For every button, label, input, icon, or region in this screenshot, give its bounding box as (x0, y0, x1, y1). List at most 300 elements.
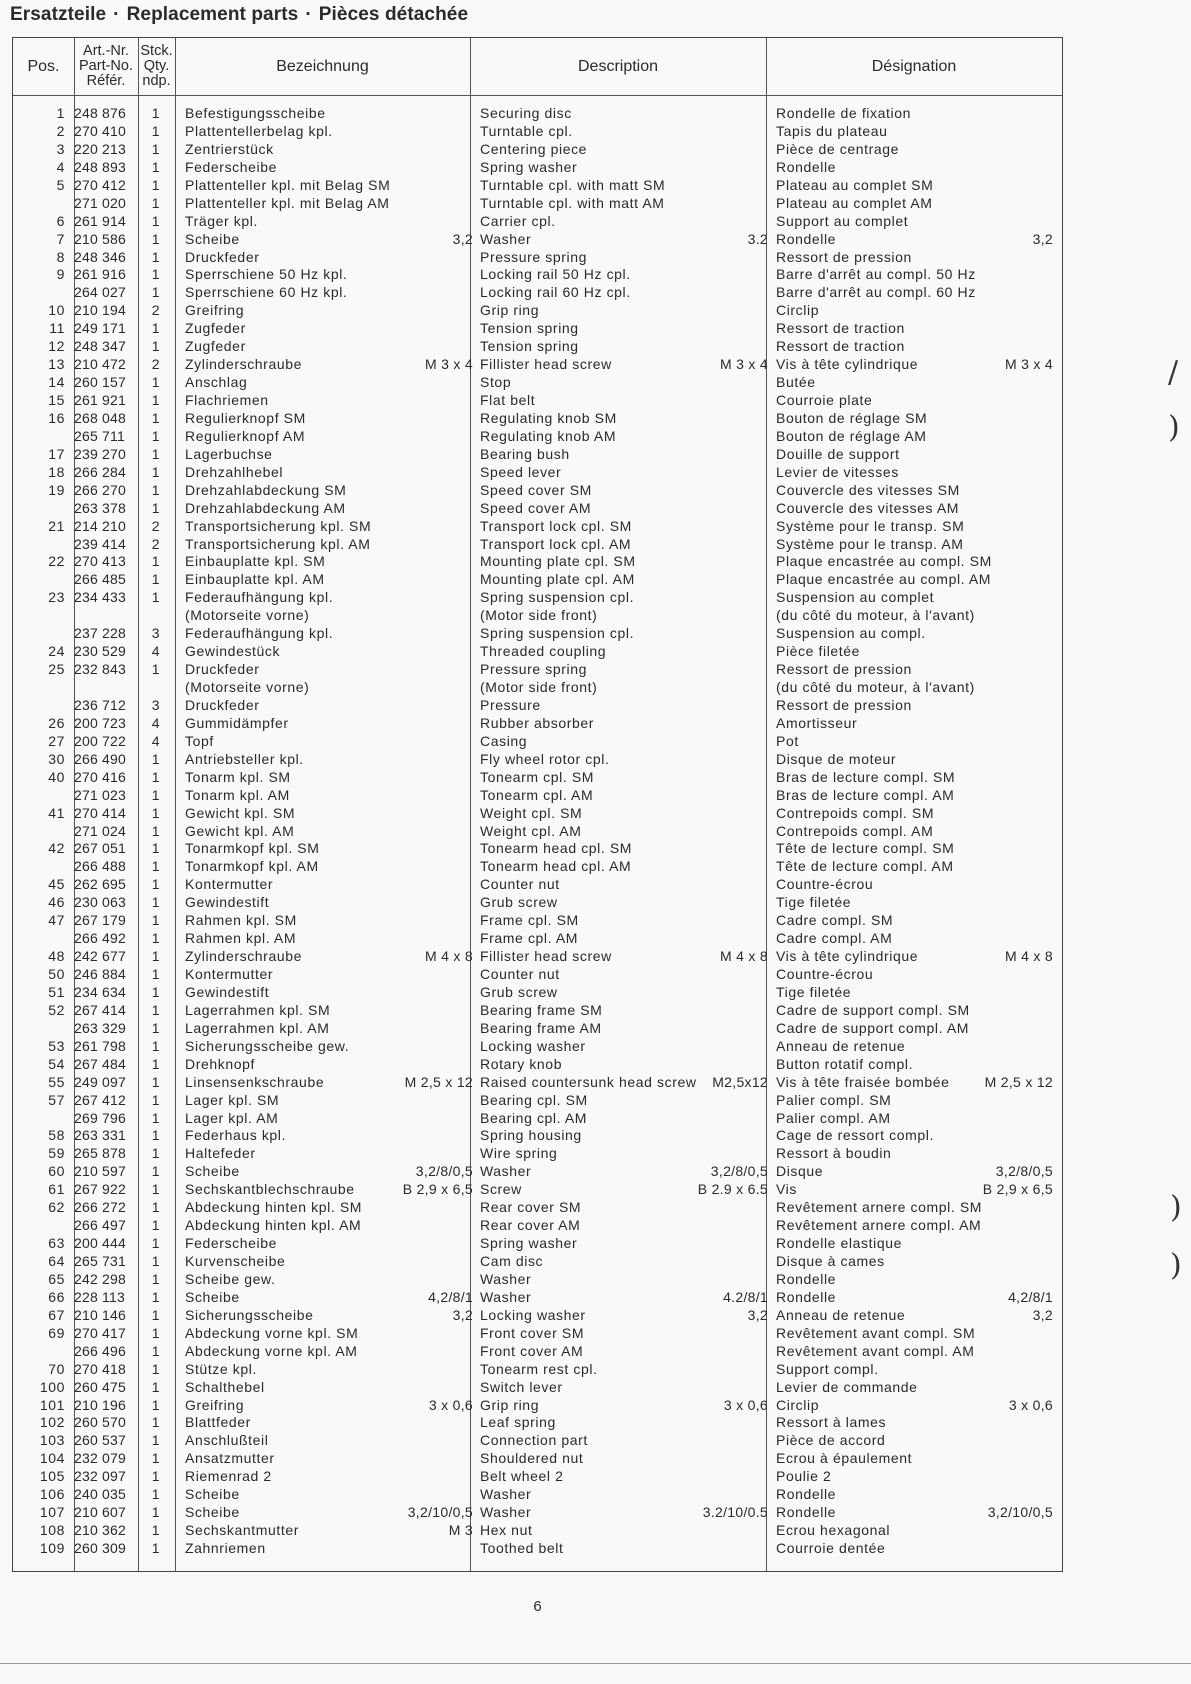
row-pos: 15 (48, 392, 65, 408)
row-designation: Ressort de traction (776, 320, 905, 337)
table-row (13, 427, 1062, 445)
row-part-number: 249 097 (74, 1073, 127, 1090)
row-quantity: 1 (151, 338, 161, 355)
row-part-number: 261 921 (74, 392, 127, 408)
row-designation: Poulie 2 (776, 1468, 832, 1485)
table-row (13, 750, 1062, 768)
row-bezeichnung: Linsensenkschraube (185, 1073, 325, 1090)
row-bezeichnung: Tonarm kpl. SM (185, 768, 291, 785)
row-bezeichnung: Greifring (185, 302, 245, 319)
table-row (13, 983, 1062, 1001)
row-bezeichnung: Einbauplatte kpl. SM (185, 553, 326, 570)
row-designation: Vis à tête cylindrique (776, 356, 919, 373)
row-designation: Système pour le transp. SM (776, 517, 965, 534)
row-part-number: 266 490 (74, 750, 127, 767)
row-quantity: 1 (151, 1378, 161, 1395)
table-row (13, 1144, 1062, 1162)
row-bezeichnung: Scheibe (185, 230, 240, 247)
row-bezeichnung: Regulierknopf AM (185, 427, 306, 444)
row-pos: 12 (48, 338, 65, 355)
row-bezeichnung: Scheibe (185, 1504, 240, 1521)
row-designation: Cage de ressort compl. (776, 1127, 934, 1144)
row-part-number: 266 488 (74, 858, 127, 875)
table-row (13, 373, 1062, 391)
row-part-number: 266 492 (74, 930, 127, 947)
row-bezeichnung: Federscheibe (185, 158, 278, 175)
row-description: Tonearm cpl. AM (480, 786, 594, 803)
row-description: Tonearm head cpl. SM (480, 840, 633, 857)
table-row (13, 1055, 1062, 1073)
row-part-number: 270 413 (74, 553, 127, 570)
row-quantity: 1 (151, 589, 161, 606)
row-designation: Plaque encastrée au compl. SM (776, 553, 992, 570)
row-part-number: 200 444 (74, 1235, 127, 1252)
row-dimension-en: 3.2 (747, 230, 768, 247)
row-quantity: 1 (151, 409, 161, 426)
row-quantity: 1 (151, 1127, 161, 1144)
page-number: 6 (533, 1598, 542, 1615)
row-designation: Revêtement arnere compl. SM (776, 1199, 983, 1216)
table-row (13, 140, 1062, 158)
row-description: Washer (480, 1486, 532, 1503)
row-designation: Vis à tête fraisée bombée (776, 1073, 950, 1090)
row-part-number: 266 496 (74, 1342, 127, 1359)
row-bezeichnung: Lager kpl. SM (185, 1091, 280, 1108)
row-bezeichnung: Scheibe gew. (185, 1270, 276, 1287)
row-quantity: 1 (151, 858, 161, 875)
row-quantity: 1 (151, 786, 161, 803)
row-pos: 64 (48, 1253, 65, 1269)
row-designation: Vis à tête cylindrique (776, 948, 919, 965)
row-dimension-de: M 3 x 4 (424, 356, 473, 373)
table-row (13, 1539, 1062, 1557)
row-description: Mounting plate cpl. AM (480, 571, 635, 588)
row-quantity: 1 (151, 822, 161, 839)
row-quantity: 3 (151, 696, 161, 713)
row-designation: Revêtement avant compl. AM (776, 1342, 975, 1359)
row-quantity: 4 (151, 714, 161, 731)
row-quantity: 1 (151, 481, 161, 498)
row-part-number: 214 210 (74, 517, 127, 534)
row-description: Pressure spring (480, 661, 588, 678)
row-quantity: 1 (151, 1235, 161, 1252)
row-designation: Palier compl. AM (776, 1109, 891, 1126)
header-qty-line: ndp. (142, 73, 171, 89)
row-bezeichnung: Druckfeder (185, 696, 260, 713)
row-quantity: 1 (151, 1145, 161, 1162)
row-pos: 25 (48, 661, 65, 678)
row-quantity: 1 (151, 912, 161, 929)
row-quantity: 1 (151, 894, 161, 911)
table-row (13, 104, 1062, 122)
row-part-number: 267 179 (74, 912, 127, 929)
row-designation: Tête de lecture compl. AM (776, 858, 954, 875)
table-row (13, 1126, 1062, 1144)
row-quantity: 4 (151, 643, 161, 660)
row-part-number: 200 722 (74, 732, 127, 749)
row-description: Stop (480, 374, 512, 391)
row-pos: 17 (48, 445, 65, 462)
row-quantity: 1 (151, 320, 161, 337)
row-quantity: 1 (151, 463, 161, 480)
header-description: Description (577, 57, 659, 75)
header-art-line: Art.-Nr. (83, 43, 129, 59)
table-row (13, 1431, 1062, 1449)
row-pos: 52 (48, 1001, 65, 1018)
row-pos: 57 (48, 1091, 65, 1108)
row-bezeichnung: Transportsicherung kpl. SM (185, 517, 372, 534)
row-quantity: 1 (151, 948, 161, 965)
row-description: Carrier cpl. (480, 212, 556, 229)
row-bezeichnung: Rahmen kpl. AM (185, 930, 297, 947)
row-pos: 70 (48, 1360, 65, 1377)
row-bezeichnung: Kontermutter (185, 876, 274, 893)
row-dimension-fr: 3,2/10/0,5 (987, 1504, 1053, 1521)
row-dimension-en: 3,2 (747, 1306, 768, 1323)
row-description: Tonearm cpl. SM (480, 768, 595, 785)
row-description: Grip ring (480, 302, 540, 319)
row-pos: 100 (39, 1378, 65, 1395)
row-description: Rubber absorber (480, 714, 595, 731)
row-description: Locking washer (480, 1306, 586, 1323)
row-part-number: 248 346 (74, 248, 127, 265)
table-row (13, 1180, 1062, 1198)
row-designation: (du côté du moteur, à l'avant) (776, 679, 975, 695)
row-quantity: 1 (151, 1540, 161, 1556)
row-quantity: 1 (151, 966, 161, 982)
row-pos: 1 (56, 105, 65, 121)
row-part-number: 248 876 (74, 105, 127, 121)
table-row (13, 301, 1062, 319)
row-pos: 16 (48, 409, 65, 426)
row-designation: Suspension au compl. (776, 625, 926, 642)
row-pos: 19 (48, 481, 65, 498)
row-designation: Courroie dentée (776, 1540, 886, 1556)
table-row (13, 230, 1062, 248)
table-row (13, 678, 1062, 696)
row-part-number: 263 329 (74, 1019, 127, 1036)
row-pos: 11 (49, 320, 65, 337)
row-quantity: 1 (151, 876, 161, 893)
row-quantity: 1 (151, 1468, 161, 1485)
header-designation: Désignation (871, 57, 957, 75)
row-description: Washer (480, 1288, 532, 1305)
row-quantity: 1 (151, 1109, 161, 1126)
row-designation: Revêtement avant compl. SM (776, 1324, 976, 1341)
row-bezeichnung: Zugfeder (185, 338, 246, 355)
row-pos: 53 (48, 1037, 65, 1054)
row-dimension-fr: M 3 x 4 (1004, 356, 1053, 373)
row-part-number: 267 414 (74, 1001, 127, 1018)
row-quantity: 1 (151, 176, 161, 193)
row-description: Frame cpl. SM (480, 912, 579, 929)
row-description: Tonearm rest cpl. (480, 1360, 598, 1377)
row-dimension-fr: 3 x 0,6 (1008, 1396, 1053, 1413)
header-qty-line: Stck. (140, 43, 173, 59)
row-part-number: 210 586 (74, 230, 127, 247)
row-bezeichnung: Greifring (185, 1396, 245, 1413)
row-bezeichnung: Abdeckung hinten kpl. AM (185, 1217, 362, 1234)
row-quantity: 1 (151, 194, 161, 211)
table-row (13, 947, 1062, 965)
row-designation: Suspension au complet (776, 589, 935, 606)
row-quantity: 1 (151, 392, 161, 408)
row-quantity: 1 (151, 105, 161, 121)
row-description: Screw (480, 1181, 522, 1198)
row-pos: 21 (48, 517, 65, 534)
row-pos: 24 (48, 643, 65, 660)
table-row (13, 499, 1062, 517)
row-designation: Plaque encastrée au compl. AM (776, 571, 992, 588)
parts-list (13, 104, 1062, 1557)
table-row (13, 1467, 1062, 1485)
row-description: Cam disc (480, 1253, 544, 1269)
row-description: Spring washer (480, 158, 578, 175)
row-designation: Ecrou à épaulement (776, 1450, 913, 1467)
row-bezeichnung: Antriebsteller kpl. (185, 750, 304, 767)
row-designation: Contrepoids compl. SM (776, 804, 935, 821)
row-quantity: 1 (151, 1432, 161, 1449)
table-row (13, 911, 1062, 929)
row-bezeichnung: Gewindestift (185, 983, 270, 1000)
row-quantity: 1 (151, 571, 161, 588)
row-pos: 60 (48, 1163, 65, 1180)
row-bezeichnung: Einbauplatte kpl. AM (185, 571, 325, 588)
table-row (13, 714, 1062, 732)
row-bezeichnung: Zahnriemen (185, 1540, 266, 1556)
row-part-number: 270 412 (74, 176, 127, 193)
row-description: Fillister head screw (480, 948, 612, 965)
row-description: Toothed belt (480, 1540, 564, 1556)
row-quantity: 2 (151, 517, 161, 534)
row-quantity: 1 (151, 1163, 161, 1180)
row-dimension-en: M 4 x 8 (719, 948, 768, 965)
row-quantity: 1 (151, 158, 161, 175)
page-heading (10, 4, 468, 26)
table-row (13, 1521, 1062, 1539)
header-qty-line: Qty. (143, 58, 170, 74)
row-bezeichnung: Sperrschiene 60 Hz kpl. (185, 284, 348, 301)
row-bezeichnung: Tonarmkopf kpl. SM (185, 840, 320, 857)
row-dimension-de: 3,2/10/0,5 (407, 1504, 473, 1521)
row-designation: Cadre de support compl. SM (776, 1001, 970, 1018)
header-divider (13, 95, 1062, 96)
row-pos: 8 (56, 248, 65, 265)
row-description: Washer (480, 1270, 532, 1287)
row-description: Locking washer (480, 1037, 586, 1054)
row-quantity: 1 (151, 553, 161, 570)
row-part-number: 242 298 (74, 1270, 127, 1287)
row-description: Spring suspension cpl. (480, 625, 635, 642)
row-description: Counter nut (480, 966, 560, 982)
table-row (13, 337, 1062, 355)
row-dimension-en: 3 x 0,6 (723, 1396, 768, 1413)
row-description: Mounting plate cpl. SM (480, 553, 636, 570)
row-part-number: 246 884 (74, 966, 127, 982)
row-designation: Rondelle (776, 1504, 837, 1521)
row-bezeichnung: Zylinderschraube (185, 356, 302, 373)
table-row (13, 606, 1062, 624)
row-pos: 10 (48, 302, 65, 319)
row-part-number: 268 048 (74, 409, 127, 426)
row-pos: 13 (48, 356, 65, 373)
row-pos: 61 (48, 1181, 65, 1198)
row-pos: 26 (48, 714, 65, 731)
row-dimension-fr: M 2,5 x 12 (984, 1073, 1053, 1090)
row-designation: Disque (776, 1163, 824, 1180)
row-bezeichnung: Drehzahlhebel (185, 463, 284, 480)
row-bezeichnung: Sicherungsscheibe gew. (185, 1037, 350, 1054)
row-designation: Bras de lecture compl. AM (776, 786, 955, 803)
table-row (13, 212, 1062, 230)
row-part-number: 240 035 (74, 1486, 127, 1503)
row-bezeichnung: Lager kpl. AM (185, 1109, 279, 1126)
row-bezeichnung: Sechskantblechschraube (185, 1181, 355, 1198)
row-quantity: 1 (151, 1253, 161, 1269)
row-quantity: 1 (151, 930, 161, 947)
row-bezeichnung: Zugfeder (185, 320, 246, 337)
row-description: Bearing frame SM (480, 1001, 603, 1018)
row-quantity: 1 (151, 445, 161, 462)
table-row (13, 1288, 1062, 1306)
row-designation: Ecrou hexagonal (776, 1522, 891, 1539)
row-part-number: 263 331 (74, 1127, 127, 1144)
row-description: Counter nut (480, 876, 560, 893)
row-part-number: 270 416 (74, 768, 127, 785)
row-bezeichnung: Gummidämpfer (185, 714, 289, 731)
row-bezeichnung: Federaufhängung kpl. (185, 589, 334, 606)
row-quantity: 1 (151, 1360, 161, 1377)
row-part-number: 270 418 (74, 1360, 127, 1377)
table-row (13, 1378, 1062, 1396)
row-description: Belt wheel 2 (480, 1468, 564, 1485)
row-pos: 46 (48, 894, 65, 911)
row-description: Tension spring (480, 320, 579, 337)
row-designation: Cadre de support compl. AM (776, 1019, 970, 1036)
row-quantity: 1 (151, 1342, 161, 1359)
table-row (13, 283, 1062, 301)
row-quantity: 1 (151, 1414, 161, 1431)
row-dimension-en: 3,2/8/0,5 (710, 1163, 768, 1180)
table-row (13, 1324, 1062, 1342)
row-bezeichnung: Lagerrahmen kpl. AM (185, 1019, 330, 1036)
row-part-number: 267 484 (74, 1055, 127, 1072)
row-quantity: 1 (151, 1504, 161, 1521)
row-pos: 69 (48, 1324, 65, 1341)
table-row (13, 1162, 1062, 1180)
row-bezeichnung: Blattfeder (185, 1414, 251, 1431)
row-pos: 6 (56, 212, 65, 229)
row-designation: Couvercle des vitesses SM (776, 481, 960, 498)
row-designation: Bouton de réglage AM (776, 427, 927, 444)
row-designation: Cadre compl. SM (776, 912, 894, 929)
row-quantity: 1 (151, 140, 161, 157)
row-description: Transport lock cpl. AM (480, 535, 632, 552)
row-bezeichnung: Gewicht kpl. AM (185, 822, 295, 839)
row-bezeichnung: Kurvenscheibe (185, 1253, 286, 1269)
table-row (13, 1198, 1062, 1216)
row-pos: 2 (56, 122, 65, 139)
row-part-number: 262 695 (74, 876, 127, 893)
row-part-number: 210 362 (74, 1522, 127, 1539)
row-designation: Disque à cames (776, 1253, 885, 1269)
row-description: Pressure (480, 696, 541, 713)
row-dimension-de: B 2,9 x 6,5 (402, 1181, 473, 1198)
row-description: Rotary knob (480, 1055, 563, 1072)
row-dimension-fr: 3,2/8/0,5 (995, 1163, 1053, 1180)
row-part-number: 239 270 (74, 445, 127, 462)
row-quantity: 1 (151, 1091, 161, 1108)
row-bezeichnung: Sperrschiene 50 Hz kpl. (185, 266, 348, 283)
table-row (13, 1449, 1062, 1467)
row-quantity: 1 (151, 248, 161, 265)
row-designation: Ressort à boudin (776, 1145, 892, 1162)
row-quantity: 1 (151, 374, 161, 391)
row-description: Regulating knob SM (480, 409, 617, 426)
row-designation: Rondelle (776, 158, 837, 175)
row-designation: Rondelle de fixation (776, 105, 911, 121)
row-bezeichnung: Sechskantmutter (185, 1522, 300, 1539)
row-quantity: 1 (151, 1037, 161, 1054)
table-row (13, 391, 1062, 409)
row-part-number: 242 677 (74, 948, 127, 965)
row-designation: Vis (776, 1181, 797, 1198)
row-quantity: 1 (151, 1288, 161, 1305)
row-pos: 47 (48, 912, 65, 929)
row-quantity: 1 (151, 1073, 161, 1090)
row-pos: 4 (56, 158, 65, 175)
row-quantity: 1 (151, 1019, 161, 1036)
row-part-number: 271 020 (74, 194, 127, 211)
row-quantity: 2 (151, 356, 161, 373)
header-pos: Pos. (27, 57, 60, 75)
row-part-number: 228 113 (74, 1288, 125, 1305)
row-description: (Motor side front) (480, 607, 598, 624)
row-quantity: 1 (151, 1324, 161, 1341)
table-row (13, 929, 1062, 947)
row-bezeichnung: Drehzahlabdeckung SM (185, 481, 347, 498)
row-part-number: 271 023 (74, 786, 127, 803)
row-quantity: 1 (151, 1270, 161, 1287)
row-quantity: 1 (151, 427, 161, 444)
row-bezeichnung: Scheibe (185, 1486, 240, 1503)
row-description: Fillister head screw (480, 356, 612, 373)
row-designation: Ressort à lames (776, 1414, 887, 1431)
row-designation: Contrepoids compl. AM (776, 822, 934, 839)
row-description: Threaded coupling (480, 643, 607, 660)
row-dimension-de: 3,2 (452, 230, 473, 247)
row-part-number: 210 194 (74, 302, 127, 319)
row-description: Flat belt (480, 392, 536, 408)
row-quantity: 1 (151, 212, 161, 229)
table-row (13, 893, 1062, 911)
row-description: Speed cover SM (480, 481, 592, 498)
row-pos: 102 (39, 1414, 65, 1431)
row-dimension-en: B 2.9 x 6.5 (697, 1181, 768, 1198)
row-pos: 45 (48, 876, 65, 893)
row-designation: Countre-écrou (776, 876, 874, 893)
row-dimension-de: 3 x 0,6 (428, 1396, 473, 1413)
row-pos: 107 (39, 1504, 65, 1521)
row-bezeichnung: Gewindestift (185, 894, 270, 911)
row-part-number: 271 024 (74, 822, 127, 839)
row-bezeichnung: Ansatzmutter (185, 1450, 275, 1467)
row-designation: Pièce de centrage (776, 140, 900, 157)
row-bezeichnung: Rahmen kpl. SM (185, 912, 297, 929)
row-description: Connection part (480, 1432, 588, 1449)
row-pos: 3 (56, 140, 65, 157)
row-part-number: 248 347 (74, 338, 127, 355)
